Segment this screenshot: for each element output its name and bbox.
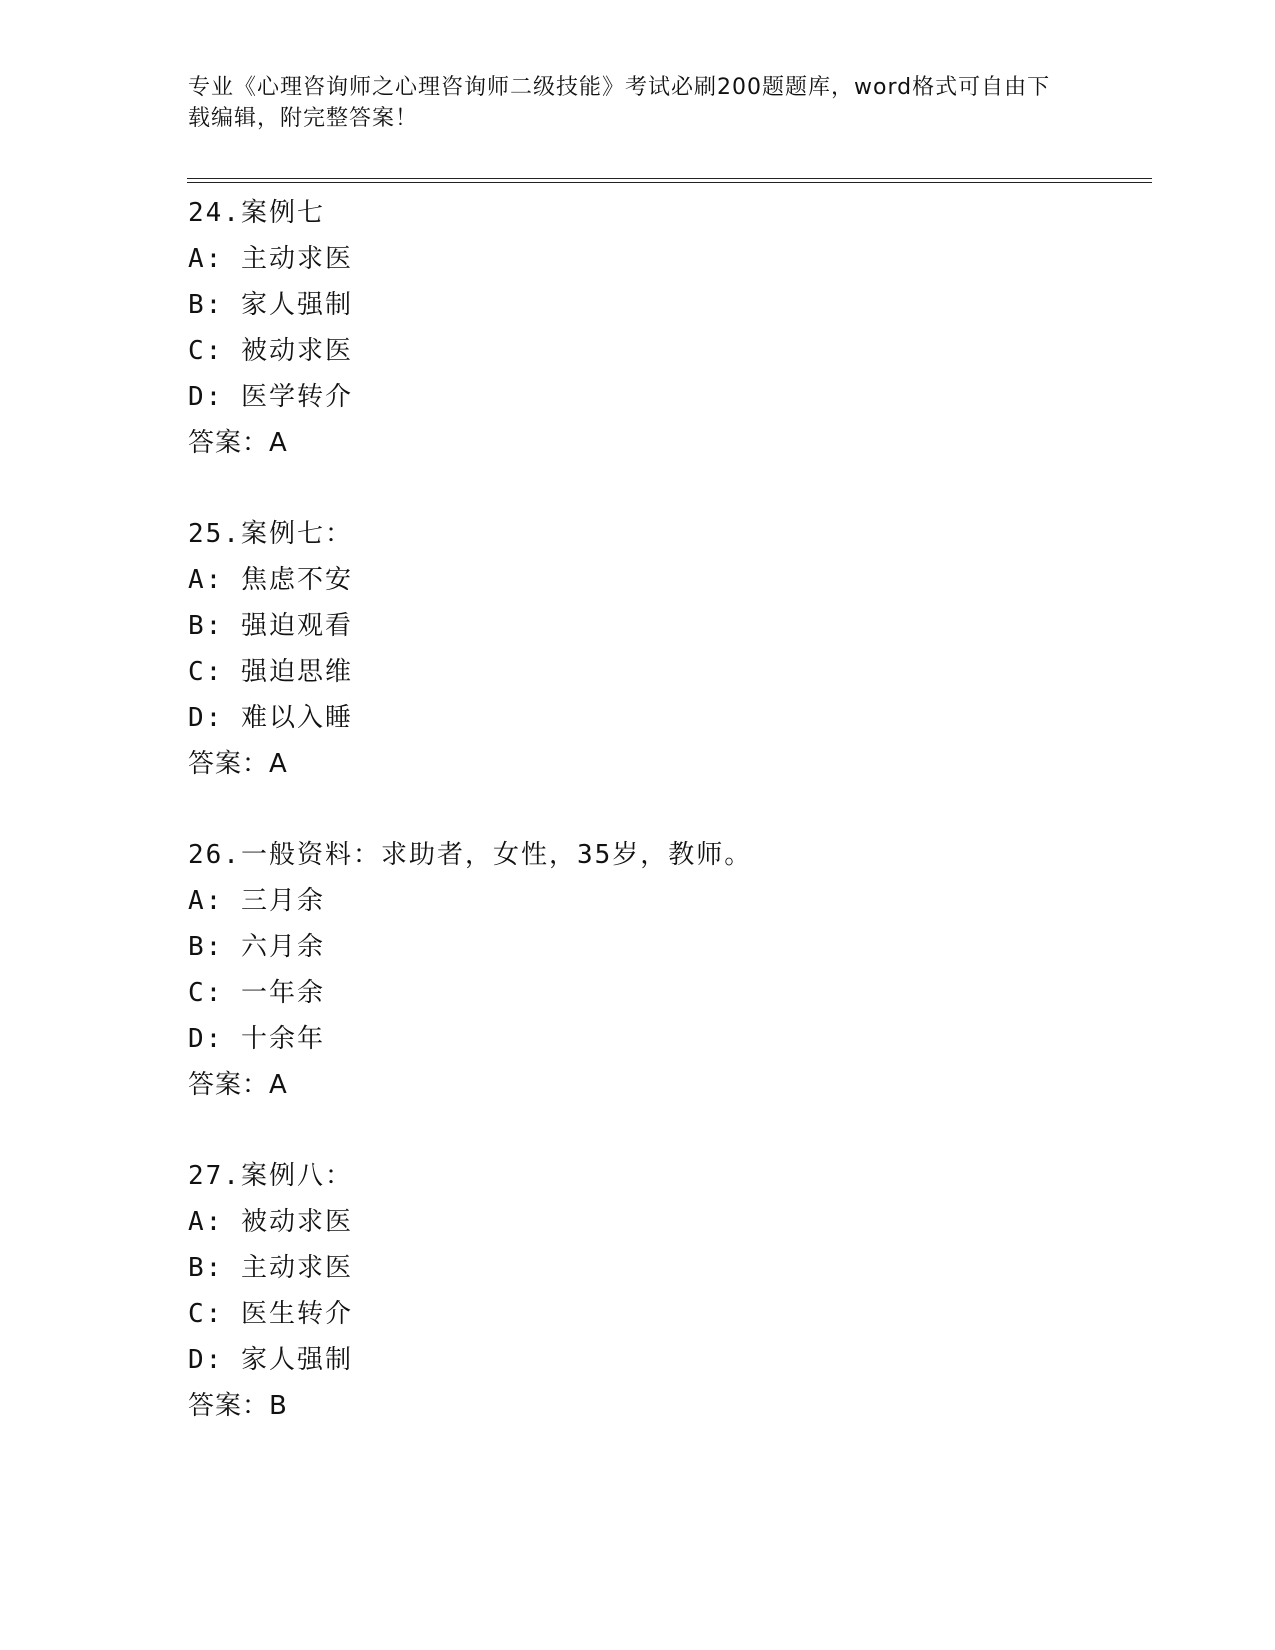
question-26 xyxy=(188,832,1148,1108)
option-b: B: 主动求医 xyxy=(188,1253,353,1283)
question-stem: 27.案例八： xyxy=(188,1161,353,1191)
option-c: C: 一年余 xyxy=(188,978,325,1008)
answer-line: 答案：A xyxy=(188,749,288,779)
option-a: A: 主动求医 xyxy=(188,244,353,274)
option-a: A: 三月余 xyxy=(188,886,325,916)
document-header: 专业《心理咨询师之心理咨询师二级技能》考试必刷200题题库，word格式可自由下载编辑，附完整答案！ xyxy=(188,75,1051,131)
option-d: D: 十余年 xyxy=(188,1024,325,1054)
option-a: A: 焦虑不安 xyxy=(188,565,353,595)
answer-line: 答案：B xyxy=(188,1391,288,1421)
option-b: B: 六月余 xyxy=(188,932,325,962)
answer-line: 答案：A xyxy=(188,428,288,458)
question-list xyxy=(188,190,1148,1474)
option-c: C: 医生转介 xyxy=(188,1299,353,1329)
question-25 xyxy=(188,511,1148,787)
option-b: B: 强迫观看 xyxy=(188,611,353,641)
question-24 xyxy=(188,190,1148,466)
question-stem: 25.案例七： xyxy=(188,519,353,549)
option-d: D: 家人强制 xyxy=(188,1345,353,1375)
question-stem: 26.一般资料：求助者，女性，35岁，教师。 xyxy=(188,840,753,870)
question-stem: 24.案例七 xyxy=(188,198,325,228)
option-d: D: 医学转介 xyxy=(188,382,353,412)
option-b: B: 家人强制 xyxy=(188,290,353,320)
option-c: C: 被动求医 xyxy=(188,336,353,366)
option-c: C: 强迫思维 xyxy=(188,657,353,687)
header-divider-bottom xyxy=(187,182,1152,183)
question-27 xyxy=(188,1153,1148,1429)
option-d: D: 难以入睡 xyxy=(188,703,353,733)
answer-line: 答案：A xyxy=(188,1070,288,1100)
option-a: A: 被动求医 xyxy=(188,1207,353,1237)
header-divider-top xyxy=(187,178,1152,179)
